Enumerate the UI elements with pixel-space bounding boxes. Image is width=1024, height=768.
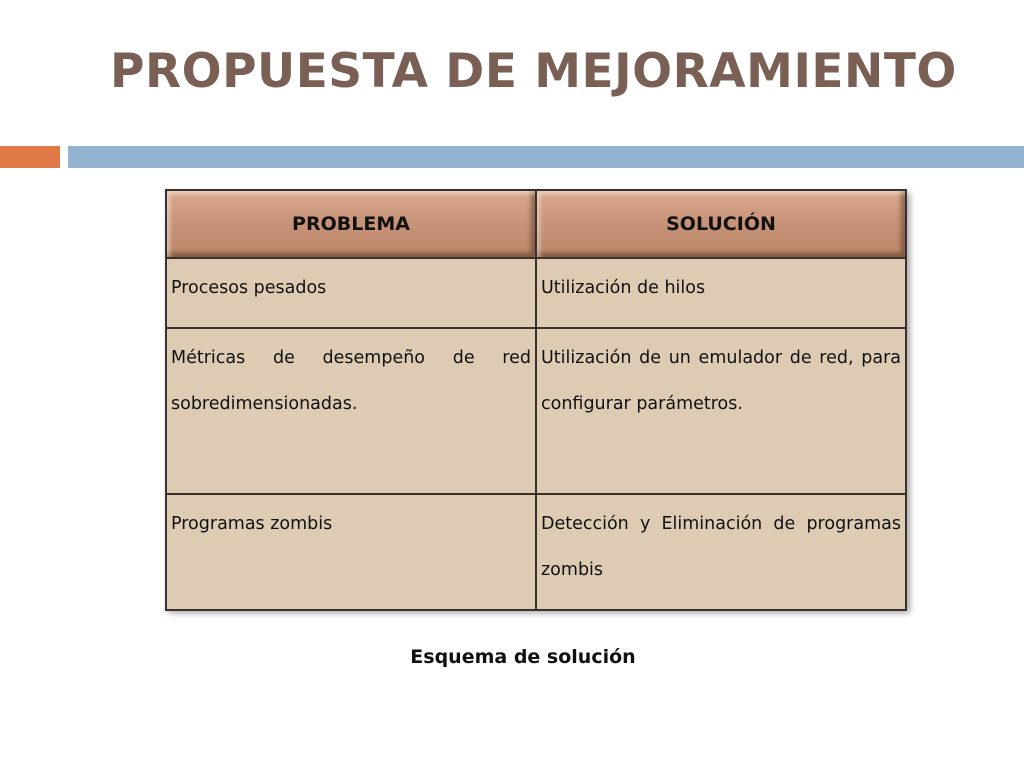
header-solucion: SOLUCIÓN	[536, 190, 906, 258]
solution-table	[165, 189, 907, 611]
header-problema: PROBLEMA	[166, 190, 536, 258]
solution-table-container	[165, 189, 907, 609]
problem-text: Métricas de desempeño de red sobredimensionadas.	[171, 348, 531, 414]
solution-text: Utilización de un emulador de red, para configurar parámetros.	[541, 348, 901, 414]
solution-text: Detección y Eliminación de programas zombis	[541, 514, 901, 580]
solution-cell	[536, 328, 906, 494]
problem-cell	[166, 328, 536, 494]
accent-bar-blue	[68, 146, 1024, 168]
table-row	[166, 494, 906, 610]
table-row	[166, 328, 906, 494]
solution-cell	[536, 494, 906, 610]
problem-cell	[166, 258, 536, 328]
problem-cell	[166, 494, 536, 610]
table-row	[166, 258, 906, 328]
table-header-row	[166, 190, 906, 258]
solution-cell	[536, 258, 906, 328]
table-caption: Esquema de solución	[410, 646, 636, 668]
accent-bar-orange	[0, 146, 60, 168]
problem-text: Procesos pesados	[171, 278, 327, 298]
problem-text: Programas zombis	[171, 514, 333, 534]
solution-text: Utilización de hilos	[541, 278, 706, 298]
slide-title: PROPUESTA DE MEJORAMIENTO	[110, 44, 957, 99]
